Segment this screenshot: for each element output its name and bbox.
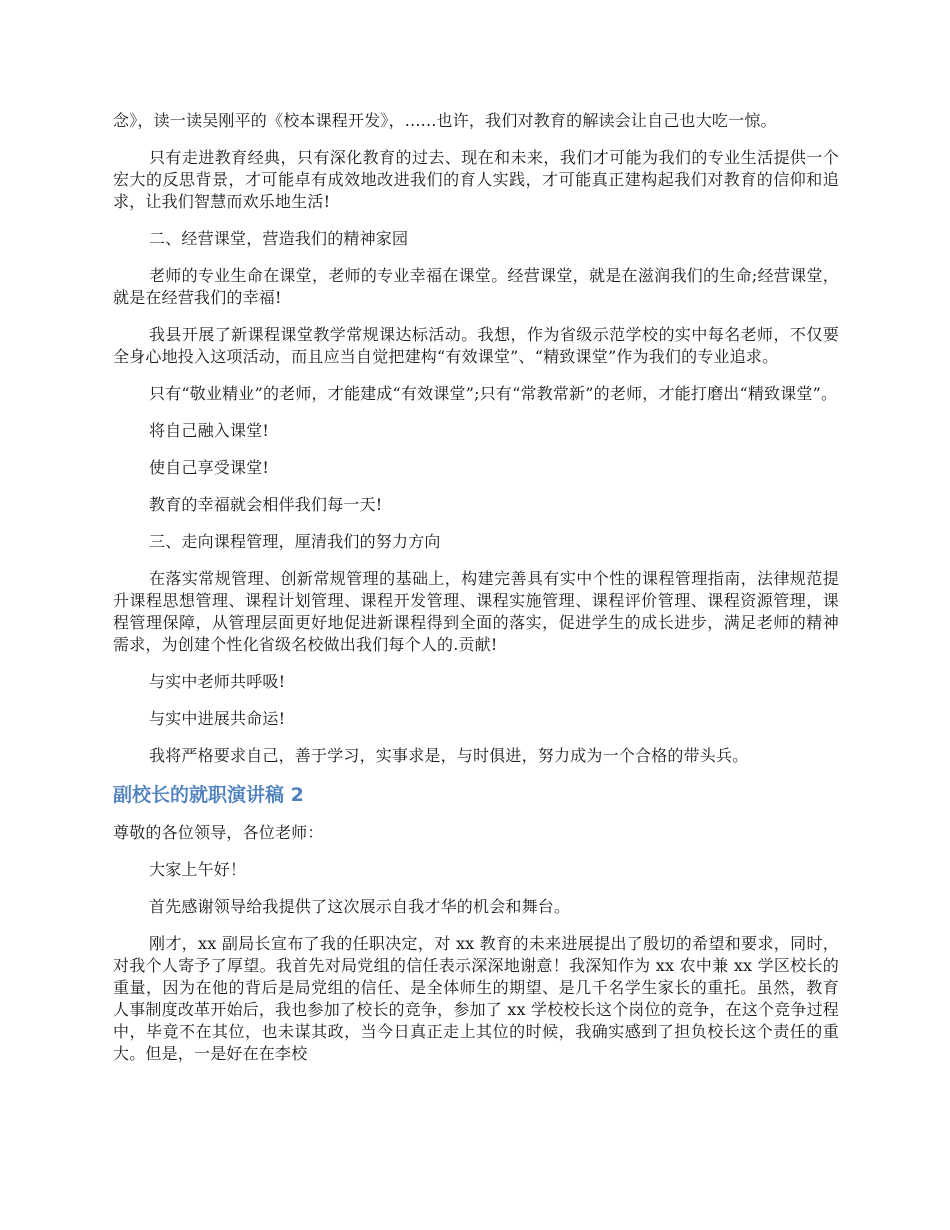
paragraph: 只有“敬业精业”的老师，才能建成“有效课堂”;只有“常教常新”的老师，才能打磨出“精致课堂”。 — [149, 384, 838, 403]
document-body-part1 — [113, 110, 839, 767]
section-heading: 副校长的就职演讲稿 2 — [113, 784, 304, 806]
paragraph: 二、经营课堂，营造我们的精神家园 — [149, 229, 409, 248]
paragraph: 教育的幸福就会相伴我们每一天! — [149, 495, 383, 514]
paragraph: 三、走向课程管理，厘清我们的努力方向 — [149, 532, 441, 551]
paragraph: 在落实常规管理、创新常规管理的基础上，构建完善具有实中个性的课程管理指南，法律规范提升课程思想管理、课程计划管理、课程开发管理、课程实施管理、课程评价管理、课程资源管理，课程管理保障，从管理层面更好地促进新课程得到全面的落实，促进学生的成长进步，满足老师的精神需求，为创建个性化省级名校做出我们每个人的.贡献! — [113, 569, 839, 654]
paragraph: 刚才，xx 副局长宣布了我的任职决定，对 xx 教育的未来进展提出了殷切的希望和要求，同时，对我个人寄予了厚望。我首先对局党组的信任表示深深地谢意！我深知作为 xx 农中兼 xx 学区校长的重量，因为在他的背后是局党组的信任、是全体师生的期望、是几千名学生家长的重托。虽然，教育人事制度改革开始后，我也参加了校长的竞争，参加了 xx 学校校长这个岗位的竞争，在这个竞争过程中，毕竟不在其位，也未谋其政，当今日真正走上其位的时候，我确实感到了担负校长这个责任的重大。但是，一是好在在李校 — [113, 934, 839, 1063]
paragraph: 老师的专业生命在课堂，老师的专业幸福在课堂。经营课堂，就是在滋润我们的生命;经营课堂，就是在经营我们的幸福! — [113, 266, 839, 307]
document-body-part2 — [113, 822, 839, 1065]
paragraph: 使自己享受课堂! — [149, 458, 270, 477]
paragraph: 与实中老师共呼吸! — [149, 672, 286, 691]
paragraph: 首先感谢领导给我提供了这次展示自我才华的机会和舞台。 — [149, 897, 571, 916]
paragraph: 尊敬的各位领导，各位老师： — [113, 823, 324, 842]
document-page — [113, 110, 839, 1080]
paragraph: 与实中进展共命运! — [149, 709, 286, 728]
paragraph: 念》，读一读吴刚平的《校本课程开发》，......也许，我们对教育的解读会让自己也大吃一惊。 — [113, 111, 777, 130]
paragraph: 我县开展了新课程课堂教学常规课达标活动。我想，作为省级示范学校的实中每名老师，不仅要全身心地投入这项活动，而且应当自觉把建构“有效课堂”、“精致课堂”作为我们的专业追求。 — [113, 325, 839, 366]
paragraph: 将自己融入课堂! — [149, 421, 270, 440]
paragraph: 我将严格要求自己，善于学习，实事求是，与时俱进，努力成为一个合格的带头兵。 — [149, 746, 749, 765]
paragraph: 只有走进教育经典，只有深化教育的过去、现在和未来，我们才可能为我们的专业生活提供一个宏大的反思背景，才可能卓有成效地改进我们的育人实践，才可能真正建构起我们对教育的信仰和追求，让我们智慧而欢乐地生活! — [113, 148, 839, 211]
paragraph: 大家上午好！ — [149, 860, 247, 879]
